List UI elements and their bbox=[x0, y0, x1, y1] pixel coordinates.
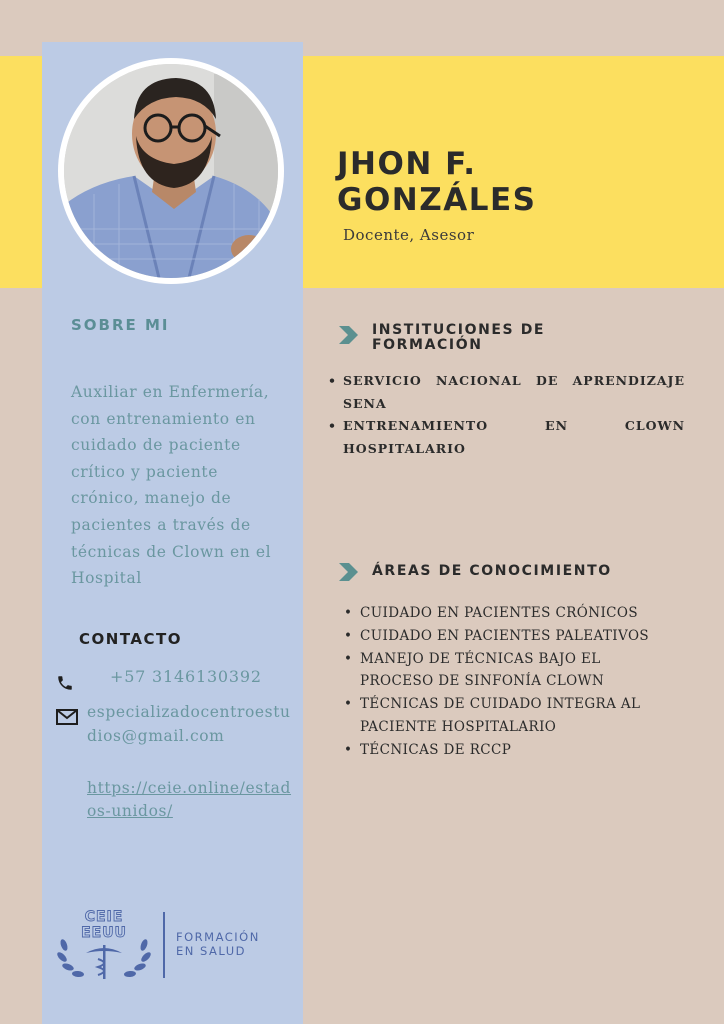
phone-icon bbox=[56, 674, 74, 692]
person-role: Docente, Asesor bbox=[343, 226, 475, 244]
email-address[interactable]: especializadocentroestudios@gmail.com bbox=[87, 703, 291, 745]
areas-list bbox=[343, 602, 673, 762]
name-line-2: GONZÁLES bbox=[337, 182, 537, 218]
about-title: SOBRE MI bbox=[71, 316, 170, 334]
logo-line-1: CEIE bbox=[84, 909, 124, 925]
list-item: • CUIDADO EN PACIENTES PALEATIVOS bbox=[343, 625, 673, 648]
list-item: • TÉCNICAS DE CUIDADO INTEGRA AL PACIENTE HOSPITALARIO bbox=[343, 693, 673, 739]
areas-header bbox=[337, 562, 612, 582]
contact-title: CONTACTO bbox=[79, 630, 182, 648]
logo-line-2: EEUU bbox=[81, 925, 127, 941]
website-link[interactable]: https://ceie.online/estados-unidos/ bbox=[87, 779, 292, 820]
institutions-list bbox=[325, 370, 685, 460]
chevron-right-icon bbox=[337, 562, 359, 582]
institutions-title bbox=[372, 323, 545, 353]
logo-divider bbox=[163, 912, 165, 978]
institutions-title-line-2: FORMACIÓN bbox=[372, 337, 483, 353]
name-line-1: JHON F. bbox=[337, 146, 477, 182]
phone-number[interactable]: +57 3146130392 bbox=[110, 667, 262, 686]
about-text: Auxiliar en Enfermería, con entrenamiento en cuidado de paciente crítico y paciente crónico, manejo de pacientes a través de técnicas de Clown en el Hospital bbox=[71, 383, 272, 588]
chevron-right-icon bbox=[337, 325, 359, 345]
ceie-logo bbox=[52, 907, 156, 983]
list-item: • ENTRENAMIENTO EN CLOWN HOSPITALARIO bbox=[325, 415, 685, 460]
list-item: • CUIDADO EN PACIENTES CRÓNICOS bbox=[343, 602, 673, 625]
institutions-title-line-1: INSTITUCIONES DE bbox=[372, 322, 546, 338]
logo-tagline-line-2: EN SALUD bbox=[176, 944, 247, 958]
areas-title: ÁREAS DE CONOCIMIENTO bbox=[372, 563, 612, 579]
logo-tagline bbox=[176, 930, 260, 958]
list-item: • MANEJO DE TÉCNICAS BAJO EL PROCESO DE SINFONÍA CLOWN bbox=[343, 648, 673, 694]
profile-photo bbox=[58, 58, 284, 284]
mail-icon bbox=[56, 709, 78, 725]
list-item: • TÉCNICAS DE RCCP bbox=[343, 739, 673, 762]
institutions-header bbox=[337, 322, 546, 353]
person-name bbox=[337, 146, 697, 218]
logo-tagline-line-1: FORMACIÓN bbox=[176, 930, 260, 944]
list-item: • SERVICIO NACIONAL DE APRENDIZAJE SENA bbox=[325, 370, 685, 415]
